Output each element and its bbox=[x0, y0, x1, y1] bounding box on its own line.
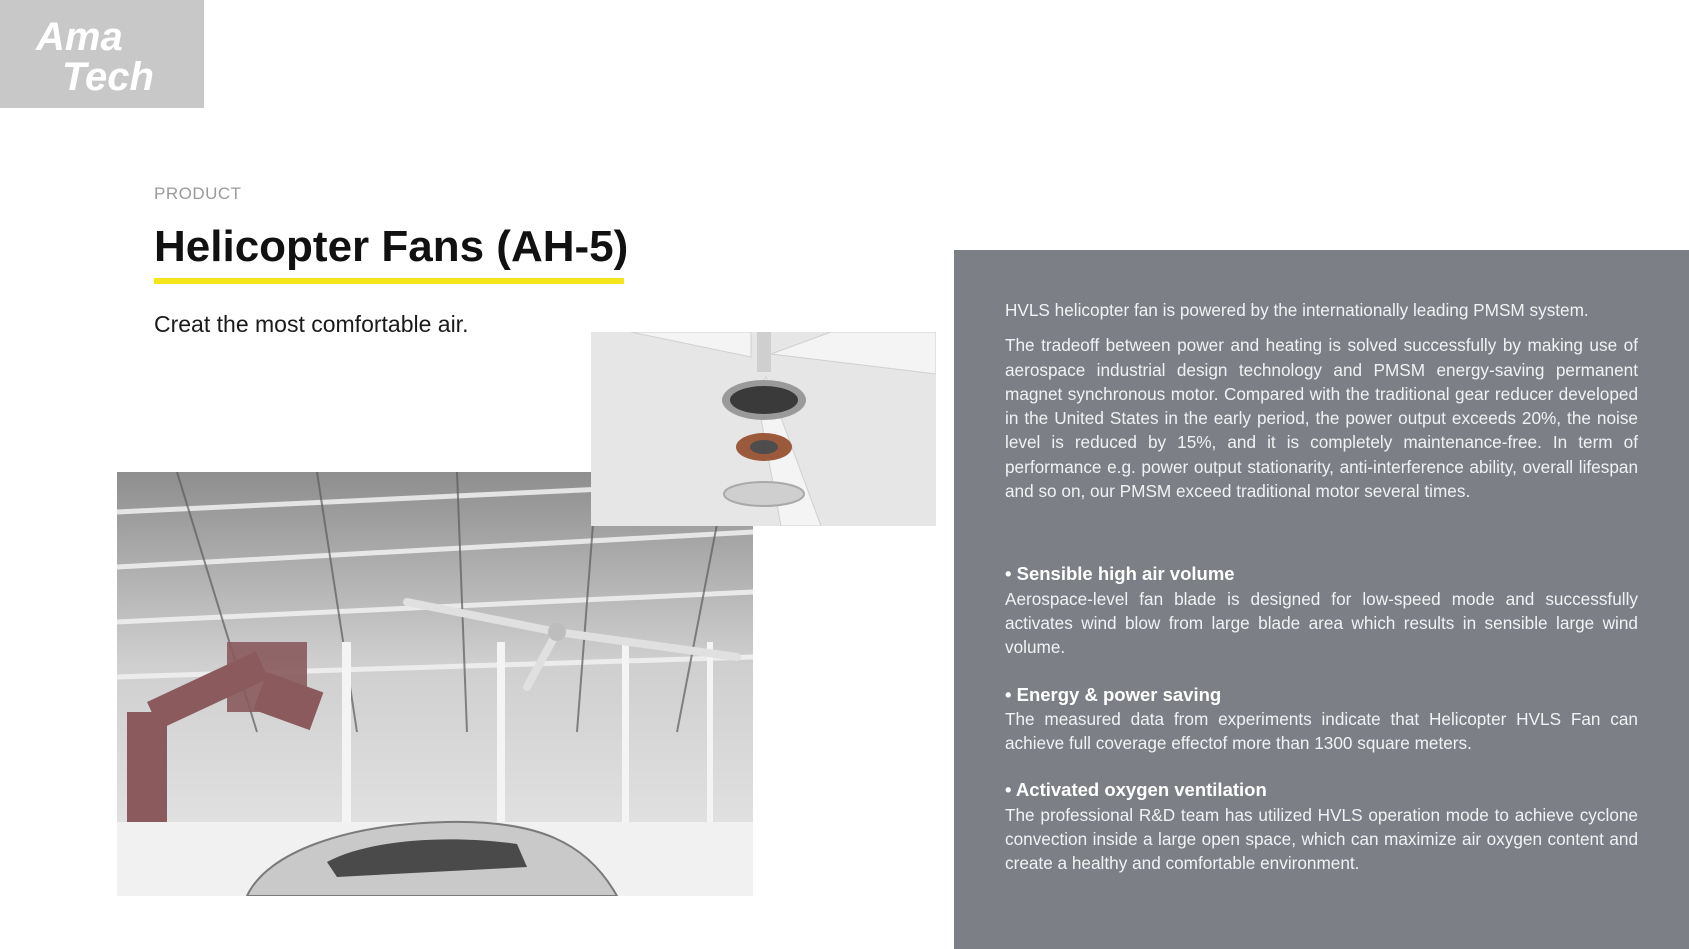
feature-item bbox=[1005, 562, 1638, 659]
brand-logo bbox=[0, 0, 204, 108]
description-text bbox=[1005, 298, 1638, 899]
tagline: Creat the most comfortable air. bbox=[154, 311, 469, 337]
feature-item bbox=[1005, 778, 1638, 875]
feature-text: The professional R&D team has utilized HVLS operation mode to achieve cyclone convection inside a large open space, which can maximize air oxygen content and create a healthy and comfortable environment. bbox=[1005, 804, 1638, 874]
feature-title: • Activated oxygen ventilation bbox=[1005, 779, 1267, 801]
section-eyebrow: PRODUCT bbox=[154, 184, 242, 203]
logo-line2: Tech bbox=[62, 55, 154, 98]
logo-mark bbox=[34, 12, 174, 98]
title-underline bbox=[154, 278, 624, 284]
feature-text: The measured data from experiments indicate that Helicopter HVLS Fan can achieve full coverage effectof more than 1300 square meters. bbox=[1005, 708, 1638, 754]
feature-item bbox=[1005, 683, 1638, 756]
feature-title: • Energy & power saving bbox=[1005, 683, 1222, 705]
factory-photo bbox=[117, 472, 753, 896]
body-paragraph: The tradeoff between power and heating is solved successfully by making use of aerospace industrial design technology and PMSM energy-saving permanent magnet synchronous motor. Compared with the traditional gear reducer developed in the United States in the early period, the power output exceeds 20%, the noise level is reduced by 15%, and it is completely maintenance-free. In term of performance e.g. power output stationarity, anti-interference ability, overall lifespan and so on, our PMSM exceed traditional motor several times. bbox=[1005, 335, 1638, 502]
logo-line1: Ama bbox=[36, 15, 123, 59]
feature-text: Aerospace-level fan blade is designed for low-speed mode and successfully activates wind blow from large blade area which results in sensible large wind volume. bbox=[1005, 588, 1638, 658]
motor-photo bbox=[591, 332, 936, 526]
feature-title: • Sensible high air volume bbox=[1005, 563, 1235, 585]
page-title: Helicopter Fans (AH-5) bbox=[154, 222, 629, 271]
intro-paragraph: HVLS helicopter fan is powered by the internationally leading PMSM system. bbox=[1005, 300, 1589, 320]
